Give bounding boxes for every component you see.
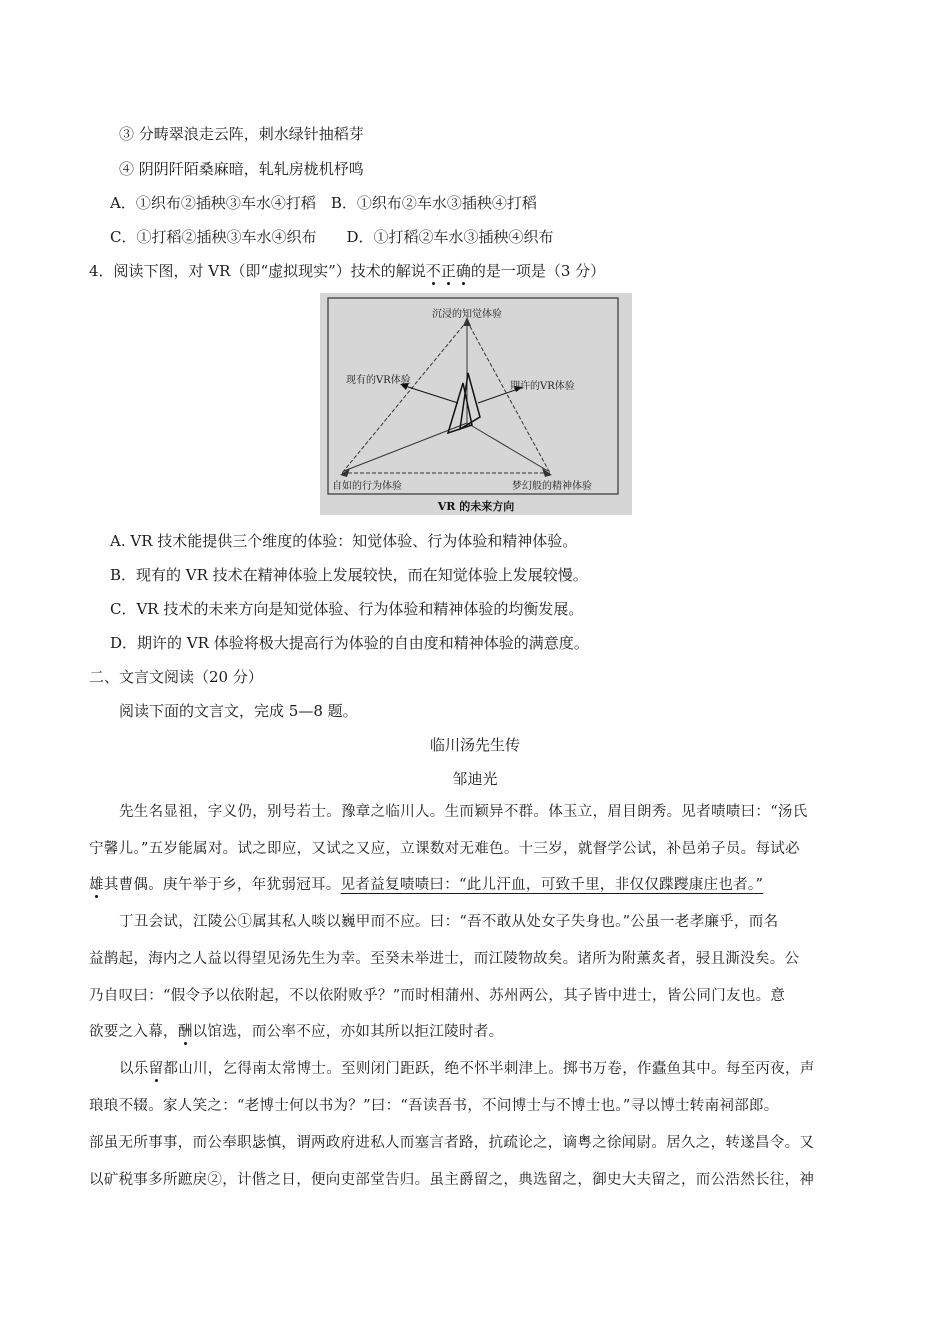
label-expected-vr: 期许的VR体验 — [510, 381, 575, 392]
emphasis-char: 雄 — [89, 877, 104, 893]
vr-diagram — [320, 293, 632, 515]
answer-choices-ab: A．①织布②插秧③车水④打稻 B．①织布②车水③插秧④打稻 — [110, 194, 537, 212]
label-behavior: 自如的行为体验 — [332, 481, 402, 492]
passage-text: 欲要之入幕， — [89, 1024, 178, 1040]
q4-option-d: D．期许的 VR 体验将极大提高行为体验的自由度和精神体验的满意度。 — [110, 634, 589, 652]
label-current-vr: 现有的VR体验 — [346, 375, 411, 386]
passage-line — [119, 1059, 815, 1079]
passage-line: 琅琅不辍。家人笑之：“老博士何以书为？”曰：“吾读吾书，不问博士与不博士也。”寻以博士转南祠部郎。 — [89, 1098, 779, 1114]
label-spirit: 梦幻般的精神体验 — [512, 481, 592, 492]
answer-choices-cd: C．①打稻②插秧③车水④织布 D．①打稻②车水③插秧④织布 — [110, 228, 554, 246]
passage-text: 其曹偶。庚午举于乡，年犹弱冠耳。 — [103, 877, 341, 893]
emphasis-char: 留 — [148, 1061, 164, 1077]
option-line-3: ③ 分畴翠浪走云阵，刺水绿针抽稻芽 — [119, 125, 364, 143]
passage-line: 宁馨儿。”五岁能属对。试之即应，又试之又应，立课数对无难色。十三岁，就督学公试，补邑弟子员。每试必 — [89, 841, 800, 857]
passage-line — [89, 1022, 503, 1042]
passage-title: 临川汤先生传 — [429, 736, 520, 754]
passage-line: 部虽无所事事，而公奉职毖慎，谓两政府进私人而塞言者路，抗疏论之，谪粤之徐闻尉。居久之，转遂昌令。又 — [89, 1135, 815, 1151]
passage-text: 都山川，乞得南太常博士。至则闭门距跃，绝不怀半刺津上。掷书万卷，作蠹鱼其中。每至丙夜，声 — [163, 1061, 815, 1077]
question-4-stem — [89, 261, 605, 281]
passage-line: 先生名显祖，字义仍，别号若士。豫章之临川人。生而颖异不群。体玉立，眉目朗秀。见者啧啧曰：“汤氏 — [119, 804, 808, 820]
option-line-4: ④ 阴阴阡陌桑麻暗，轧轧房栊机杼鸣 — [119, 160, 364, 178]
passage-text: 以馆选，而公率不应，亦如其所以拒江陵时者。 — [192, 1024, 504, 1040]
passage-line: 益鹊起，海内之人益以得望见汤先生为幸。至癸未举进士，而江陵物故矣。诸所为附薰炙者，骎且澌没矣。公 — [89, 951, 800, 967]
emphasis-char: 正 — [440, 262, 456, 280]
emphasis-char: 不 — [425, 262, 441, 280]
label-perception: 沉浸的知觉体验 — [432, 309, 502, 320]
q4-option-b: B．现有的 VR 技术在精神体验上发展较快，而在知觉体验上发展较慢。 — [110, 566, 588, 584]
passage-line: 乃自叹曰：“假令予以依附起，不以依附败乎？”而时相蒲州、苏州两公，其子皆中进士，皆公同门友也。意 — [89, 988, 786, 1004]
stem-text: 4．阅读下图，对 VR（即“虚拟现实”）技术的解说 — [89, 262, 426, 280]
passage-text: 以乐 — [119, 1061, 149, 1077]
stem-text: 的是一项是（3 分） — [470, 262, 606, 280]
q4-option-a: A. VR 技术能提供三个维度的体验：知觉体验、行为体验和精神体验。 — [110, 532, 578, 550]
section-heading: 二、文言文阅读（20 分） — [89, 668, 263, 686]
emphasis-char: 酬 — [177, 1024, 193, 1040]
section-instruction: 阅读下面的文言文，完成 5—8 题。 — [119, 702, 358, 720]
passage-line: 丁丑会试，江陵公①属其私人啖以巍甲而不应。曰：“吾不敢从处女子失身也。”公虽一老孝廉乎，而名 — [119, 914, 779, 930]
underlined-sentence: 见者益复啧啧曰：“此儿汗血，可致千里，非仅仅蹀躞康庄也者。” — [340, 877, 764, 893]
passage-author: 邹迪光 — [452, 770, 498, 788]
passage-line — [89, 875, 763, 895]
emphasis-char: 确 — [455, 262, 471, 280]
q4-option-c: C．VR 技术的未来方向是知觉体验、行为体验和精神体验的均衡发展。 — [110, 600, 584, 618]
passage-line: 以矿税事多所蹠戾②，计偕之日，便向吏部堂告归。虽主爵留之，典选留之，御史大夫留之，而公浩然长往，神 — [89, 1172, 815, 1188]
figure-caption: VR 的未来方向 — [437, 500, 515, 513]
